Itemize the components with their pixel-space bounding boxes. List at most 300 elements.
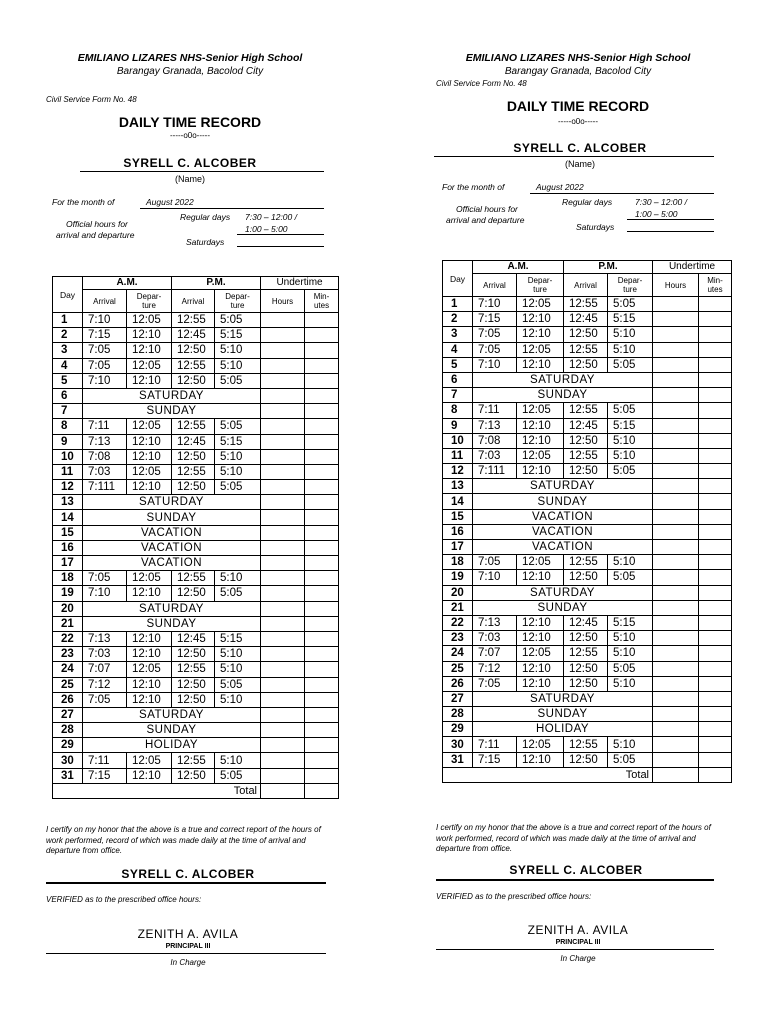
am-arrival-cell: 7:10 bbox=[83, 373, 127, 388]
undertime-hours-cell bbox=[261, 707, 305, 722]
undertime-minutes-cell bbox=[305, 419, 339, 434]
employee-name: SYRELL C. ALCOBER bbox=[513, 141, 647, 155]
day-note-cell: SUNDAY bbox=[83, 510, 261, 525]
am-departure-cell: 12:05 bbox=[127, 662, 172, 677]
day-note-cell: SATURDAY bbox=[83, 495, 261, 510]
undertime-minutes-cell bbox=[699, 327, 732, 342]
table-row bbox=[443, 631, 732, 646]
table-row bbox=[443, 312, 732, 327]
verifier-title: PRINCIPAL III bbox=[165, 943, 211, 950]
day-note-cell: SUNDAY bbox=[473, 600, 653, 615]
undertime-hours-cell bbox=[261, 586, 305, 601]
undertime-minutes-cell bbox=[305, 388, 339, 403]
pm-departure-cell: 5:10 bbox=[215, 343, 261, 358]
table-row bbox=[53, 738, 339, 753]
col-undertime: Undertime bbox=[653, 261, 732, 274]
regular-days-label: Regular days bbox=[180, 212, 231, 222]
verifier-name: ZENITH A. AVILA bbox=[527, 923, 629, 937]
pm-arrival-cell: 12:55 bbox=[172, 662, 215, 677]
am-arrival-cell: 7:03 bbox=[83, 464, 127, 479]
table-row bbox=[53, 647, 339, 662]
undertime-hours-cell bbox=[261, 313, 305, 328]
undertime-hours-cell bbox=[261, 343, 305, 358]
col-pm-departure: Depar- ture bbox=[608, 274, 653, 297]
saturdays-underline bbox=[237, 246, 324, 247]
pm-departure-cell: 5:15 bbox=[215, 328, 261, 343]
undertime-minutes-cell bbox=[305, 662, 339, 677]
undertime-hours-cell bbox=[653, 722, 699, 737]
dtr-table-body bbox=[53, 313, 339, 784]
day-note-cell: VACATION bbox=[473, 509, 653, 524]
school-name: EMILIANO LIZARES NHS-Senior High School bbox=[465, 52, 691, 64]
undertime-minutes-cell bbox=[699, 555, 732, 570]
undertime-minutes-cell bbox=[305, 616, 339, 631]
saturdays-label: Saturdays bbox=[186, 237, 225, 247]
undertime-hours-cell bbox=[653, 615, 699, 630]
pm-departure-cell: 5:10 bbox=[215, 464, 261, 479]
table-row bbox=[443, 403, 732, 418]
day-note-cell: SATURDAY bbox=[473, 691, 653, 706]
day-cell: 3 bbox=[53, 343, 83, 358]
table-row bbox=[53, 753, 339, 768]
certifier-underline bbox=[436, 879, 714, 881]
table-row bbox=[53, 571, 339, 586]
day-cell: 30 bbox=[53, 753, 83, 768]
form-title: DAILY TIME RECORD bbox=[118, 114, 262, 130]
undertime-minutes-cell bbox=[305, 601, 339, 616]
official-hours-label-1: Official hours for bbox=[456, 204, 518, 214]
day-cell: 14 bbox=[53, 510, 83, 525]
col-day: Day bbox=[443, 261, 473, 297]
table-row bbox=[443, 737, 732, 752]
pm-departure-cell: 5:05 bbox=[608, 661, 653, 676]
pm-arrival-cell: 12:50 bbox=[564, 752, 608, 767]
undertime-hours-cell bbox=[653, 464, 699, 479]
day-note-cell: SATURDAY bbox=[473, 479, 653, 494]
am-arrival-cell: 7:12 bbox=[473, 661, 517, 676]
table-row bbox=[443, 600, 732, 615]
name-caption: (Name) bbox=[174, 174, 205, 184]
am-departure-cell: 12:10 bbox=[517, 312, 564, 327]
col-pm: P.M. bbox=[564, 261, 653, 274]
pm-arrival-cell: 12:55 bbox=[564, 403, 608, 418]
am-departure-cell: 12:10 bbox=[127, 373, 172, 388]
pm-departure-cell: 5:15 bbox=[608, 312, 653, 327]
pm-departure-cell: 5:10 bbox=[608, 676, 653, 691]
official-hours-label-2: arrival and departure bbox=[56, 230, 135, 240]
regular-days-underline bbox=[627, 219, 714, 220]
undertime-minutes-cell bbox=[305, 540, 339, 555]
undertime-hours-cell bbox=[653, 600, 699, 615]
table-row bbox=[443, 433, 732, 448]
undertime-hours-cell bbox=[653, 691, 699, 706]
undertime-minutes-cell bbox=[699, 646, 732, 661]
undertime-minutes-cell bbox=[305, 571, 339, 586]
pm-arrival-cell: 12:50 bbox=[172, 768, 215, 783]
am-departure-cell: 12:10 bbox=[127, 677, 172, 692]
total-hours bbox=[653, 767, 699, 782]
am-departure-cell: 12:10 bbox=[517, 676, 564, 691]
am-departure-cell: 12:05 bbox=[127, 464, 172, 479]
day-cell: 29 bbox=[53, 738, 83, 753]
month-value: August 2022 bbox=[536, 182, 584, 192]
table-row bbox=[53, 358, 339, 373]
undertime-minutes-cell bbox=[699, 540, 732, 555]
undertime-minutes-cell bbox=[699, 433, 732, 448]
pm-arrival-cell: 12:55 bbox=[172, 571, 215, 586]
am-arrival-cell: 7:15 bbox=[83, 768, 127, 783]
am-arrival-cell: 7:05 bbox=[83, 692, 127, 707]
verified-text: VERIFIED as to the prescribed office hours: bbox=[436, 892, 592, 901]
regular-days-underline bbox=[237, 234, 324, 235]
pm-arrival-cell: 12:55 bbox=[172, 419, 215, 434]
table-row bbox=[53, 707, 339, 722]
day-cell: 14 bbox=[443, 494, 473, 509]
undertime-hours-cell bbox=[653, 509, 699, 524]
am-departure-cell: 12:05 bbox=[127, 419, 172, 434]
col-hours: Hours bbox=[261, 290, 305, 313]
am-departure-cell: 12:05 bbox=[517, 403, 564, 418]
verifier-underline bbox=[436, 949, 714, 950]
am-departure-cell: 12:05 bbox=[127, 358, 172, 373]
day-cell: 24 bbox=[53, 662, 83, 677]
undertime-hours-cell bbox=[261, 388, 305, 403]
undertime-minutes-cell bbox=[699, 570, 732, 585]
undertime-hours-cell bbox=[261, 510, 305, 525]
undertime-minutes-cell bbox=[305, 464, 339, 479]
am-departure-cell: 12:10 bbox=[127, 647, 172, 662]
pm-arrival-cell: 12:50 bbox=[564, 357, 608, 372]
undertime-hours-cell bbox=[261, 738, 305, 753]
pm-arrival-cell: 12:45 bbox=[564, 418, 608, 433]
pm-arrival-cell: 12:50 bbox=[172, 677, 215, 692]
day-cell: 7 bbox=[53, 404, 83, 419]
pm-departure-cell: 5:05 bbox=[215, 768, 261, 783]
am-departure-cell: 12:10 bbox=[517, 464, 564, 479]
am-departure-cell: 12:10 bbox=[517, 357, 564, 372]
certification-text: I certify on my honor that the above is a true and correct report of the hours of work performed, record of which was made daily at the time of arrival and departure from office. bbox=[436, 823, 711, 853]
am-departure-cell: 12:05 bbox=[517, 342, 564, 357]
undertime-hours-cell bbox=[261, 328, 305, 343]
am-arrival-cell: 7:15 bbox=[83, 328, 127, 343]
undertime-hours-cell bbox=[261, 768, 305, 783]
undertime-minutes-cell bbox=[305, 373, 339, 388]
day-cell: 6 bbox=[53, 388, 83, 403]
col-am: A.M. bbox=[473, 261, 564, 274]
undertime-minutes-cell bbox=[305, 692, 339, 707]
pm-arrival-cell: 12:50 bbox=[564, 570, 608, 585]
am-departure-cell: 12:10 bbox=[127, 768, 172, 783]
undertime-minutes-cell bbox=[305, 343, 339, 358]
saturdays-label: Saturdays bbox=[576, 222, 615, 232]
day-cell: 13 bbox=[53, 495, 83, 510]
col-minutes: Min- utes bbox=[305, 290, 339, 313]
saturdays-underline bbox=[627, 231, 714, 232]
table-row bbox=[443, 297, 732, 312]
table-row bbox=[53, 449, 339, 464]
total-minutes bbox=[699, 767, 732, 782]
am-arrival-cell: 7:10 bbox=[83, 313, 127, 328]
total-minutes bbox=[305, 783, 339, 798]
pm-arrival-cell: 12:50 bbox=[172, 692, 215, 707]
title-separator: -----o0o----- bbox=[170, 131, 210, 140]
am-arrival-cell: 7:10 bbox=[83, 586, 127, 601]
undertime-minutes-cell bbox=[305, 738, 339, 753]
undertime-hours-cell bbox=[653, 312, 699, 327]
table-row bbox=[443, 524, 732, 539]
day-note-cell: VACATION bbox=[473, 524, 653, 539]
certifier-name: SYRELL C. ALCOBER bbox=[509, 863, 643, 877]
dtr-table-body bbox=[443, 297, 732, 768]
table-row bbox=[443, 570, 732, 585]
day-cell: 31 bbox=[443, 752, 473, 767]
undertime-hours-cell bbox=[261, 404, 305, 419]
am-departure-cell: 12:10 bbox=[517, 631, 564, 646]
am-departure-cell: 12:10 bbox=[127, 434, 172, 449]
regular-days-value-1: 7:30 – 12:00 / bbox=[245, 212, 297, 222]
day-cell: 29 bbox=[443, 722, 473, 737]
day-note-cell: SUNDAY bbox=[83, 616, 261, 631]
day-cell: 31 bbox=[53, 768, 83, 783]
day-cell: 25 bbox=[443, 661, 473, 676]
col-pm-departure: Depar- ture bbox=[215, 290, 261, 313]
undertime-minutes-cell bbox=[699, 691, 732, 706]
am-arrival-cell: 7:15 bbox=[473, 312, 517, 327]
dtr-table bbox=[442, 260, 732, 783]
am-arrival-cell: 7:05 bbox=[473, 555, 517, 570]
pm-departure-cell: 5:05 bbox=[215, 373, 261, 388]
am-arrival-cell: 7:13 bbox=[83, 631, 127, 646]
undertime-minutes-cell bbox=[699, 676, 732, 691]
day-cell: 25 bbox=[53, 677, 83, 692]
pm-departure-cell: 5:10 bbox=[608, 737, 653, 752]
undertime-minutes-cell bbox=[699, 464, 732, 479]
undertime-minutes-cell bbox=[699, 312, 732, 327]
table-row bbox=[53, 601, 339, 616]
undertime-hours-cell bbox=[261, 692, 305, 707]
day-cell: 16 bbox=[53, 540, 83, 555]
day-cell: 2 bbox=[53, 328, 83, 343]
pm-arrival-cell: 12:45 bbox=[172, 328, 215, 343]
am-arrival-cell: 7:11 bbox=[473, 737, 517, 752]
undertime-hours-cell bbox=[261, 449, 305, 464]
pm-departure-cell: 5:05 bbox=[608, 357, 653, 372]
am-departure-cell: 12:10 bbox=[517, 615, 564, 630]
table-row bbox=[53, 419, 339, 434]
regular-days-label: Regular days bbox=[562, 197, 613, 207]
pm-departure-cell: 5:10 bbox=[215, 647, 261, 662]
am-departure-cell: 12:10 bbox=[127, 586, 172, 601]
undertime-minutes-cell bbox=[305, 525, 339, 540]
form-number: Civil Service Form No. 48 bbox=[436, 79, 527, 88]
total-hours bbox=[261, 783, 305, 798]
pm-departure-cell: 5:15 bbox=[215, 434, 261, 449]
table-row bbox=[443, 464, 732, 479]
undertime-minutes-cell bbox=[699, 448, 732, 463]
pm-arrival-cell: 12:50 bbox=[564, 661, 608, 676]
undertime-hours-cell bbox=[261, 601, 305, 616]
employee-name: SYRELL C. ALCOBER bbox=[123, 156, 257, 170]
am-departure-cell: 12:05 bbox=[517, 555, 564, 570]
day-note-cell: SUNDAY bbox=[83, 723, 261, 738]
col-am: A.M. bbox=[83, 277, 172, 290]
day-cell: 28 bbox=[53, 723, 83, 738]
table-row bbox=[53, 616, 339, 631]
day-cell: 1 bbox=[443, 297, 473, 312]
am-arrival-cell: 7:03 bbox=[473, 448, 517, 463]
pm-arrival-cell: 12:55 bbox=[564, 297, 608, 312]
pm-departure-cell: 5:05 bbox=[215, 480, 261, 495]
pm-departure-cell: 5:05 bbox=[215, 677, 261, 692]
undertime-minutes-cell bbox=[305, 707, 339, 722]
am-departure-cell: 12:10 bbox=[127, 343, 172, 358]
am-departure-cell: 12:10 bbox=[127, 449, 172, 464]
day-cell: 5 bbox=[53, 373, 83, 388]
am-arrival-cell: 7:03 bbox=[473, 631, 517, 646]
official-hours-label-1: Official hours for bbox=[66, 219, 128, 229]
pm-arrival-cell: 12:55 bbox=[564, 646, 608, 661]
regular-days-value-1: 7:30 – 12:00 / bbox=[635, 197, 687, 207]
day-cell: 16 bbox=[443, 524, 473, 539]
table-row bbox=[443, 494, 732, 509]
pm-arrival-cell: 12:55 bbox=[564, 737, 608, 752]
am-arrival-cell: 7:111 bbox=[83, 480, 127, 495]
pm-arrival-cell: 12:50 bbox=[564, 433, 608, 448]
day-cell: 19 bbox=[443, 570, 473, 585]
certifier-name: SYRELL C. ALCOBER bbox=[121, 867, 255, 881]
undertime-minutes-cell bbox=[305, 510, 339, 525]
undertime-hours-cell bbox=[261, 480, 305, 495]
col-hours: Hours bbox=[653, 274, 699, 297]
day-cell: 12 bbox=[53, 480, 83, 495]
col-am-departure: Depar- ture bbox=[517, 274, 564, 297]
day-cell: 17 bbox=[443, 540, 473, 555]
col-pm-arrival: Arrival bbox=[564, 274, 608, 297]
month-underline bbox=[140, 208, 324, 209]
undertime-minutes-cell bbox=[305, 328, 339, 343]
col-minutes: Min- utes bbox=[699, 274, 732, 297]
day-cell: 20 bbox=[53, 601, 83, 616]
undertime-hours-cell bbox=[261, 434, 305, 449]
day-cell: 11 bbox=[53, 464, 83, 479]
day-note-cell: SATURDAY bbox=[83, 601, 261, 616]
official-hours-label-2: arrival and departure bbox=[446, 215, 525, 225]
undertime-minutes-cell bbox=[305, 358, 339, 373]
dtr-table bbox=[52, 276, 339, 799]
undertime-hours-cell bbox=[653, 646, 699, 661]
day-cell: 6 bbox=[443, 372, 473, 387]
pm-arrival-cell: 12:50 bbox=[172, 343, 215, 358]
day-note-cell: SATURDAY bbox=[83, 388, 261, 403]
day-cell: 4 bbox=[53, 358, 83, 373]
undertime-hours-cell bbox=[653, 494, 699, 509]
pm-departure-cell: 5:10 bbox=[215, 449, 261, 464]
pm-arrival-cell: 12:50 bbox=[172, 449, 215, 464]
undertime-hours-cell bbox=[261, 647, 305, 662]
am-arrival-cell: 7:03 bbox=[83, 647, 127, 662]
pm-arrival-cell: 12:50 bbox=[172, 373, 215, 388]
undertime-hours-cell bbox=[261, 616, 305, 631]
day-cell: 15 bbox=[443, 509, 473, 524]
undertime-minutes-cell bbox=[305, 753, 339, 768]
undertime-hours-cell bbox=[653, 676, 699, 691]
day-note-cell: HOLIDAY bbox=[83, 738, 261, 753]
undertime-minutes-cell bbox=[699, 585, 732, 600]
pm-departure-cell: 5:05 bbox=[608, 752, 653, 767]
undertime-hours-cell bbox=[653, 661, 699, 676]
pm-arrival-cell: 12:45 bbox=[172, 434, 215, 449]
am-arrival-cell: 7:08 bbox=[473, 433, 517, 448]
undertime-hours-cell bbox=[653, 585, 699, 600]
undertime-hours-cell bbox=[261, 571, 305, 586]
undertime-hours-cell bbox=[653, 524, 699, 539]
table-row bbox=[53, 556, 339, 571]
pm-departure-cell: 5:10 bbox=[215, 753, 261, 768]
pm-departure-cell: 5:10 bbox=[608, 631, 653, 646]
day-cell: 22 bbox=[53, 631, 83, 646]
day-cell: 30 bbox=[443, 737, 473, 752]
day-note-cell: SUNDAY bbox=[473, 707, 653, 722]
day-note-cell: HOLIDAY bbox=[473, 722, 653, 737]
undertime-minutes-cell bbox=[305, 723, 339, 738]
pm-arrival-cell: 12:50 bbox=[564, 327, 608, 342]
table-row bbox=[443, 676, 732, 691]
table-row bbox=[443, 615, 732, 630]
day-cell: 24 bbox=[443, 646, 473, 661]
am-arrival-cell: 7:10 bbox=[473, 297, 517, 312]
table-row bbox=[443, 448, 732, 463]
day-cell: 11 bbox=[443, 448, 473, 463]
table-row bbox=[443, 327, 732, 342]
verifier-title: PRINCIPAL III bbox=[555, 939, 601, 946]
undertime-hours-cell bbox=[261, 723, 305, 738]
pm-departure-cell: 5:10 bbox=[608, 342, 653, 357]
undertime-minutes-cell bbox=[305, 556, 339, 571]
undertime-minutes-cell bbox=[305, 647, 339, 662]
day-note-cell: SUNDAY bbox=[473, 494, 653, 509]
table-row bbox=[53, 434, 339, 449]
school-address: Barangay Granada, Bacolod City bbox=[116, 66, 264, 77]
day-cell: 17 bbox=[53, 556, 83, 571]
undertime-hours-cell bbox=[261, 373, 305, 388]
table-row bbox=[443, 509, 732, 524]
school-address: Barangay Granada, Bacolod City bbox=[504, 66, 652, 77]
am-departure-cell: 12:05 bbox=[517, 646, 564, 661]
col-am-departure: Depar- ture bbox=[127, 290, 172, 313]
regular-days-value-2: 1:00 – 5:00 bbox=[635, 209, 678, 219]
undertime-minutes-cell bbox=[305, 631, 339, 646]
pm-departure-cell: 5:05 bbox=[215, 419, 261, 434]
table-row bbox=[53, 404, 339, 419]
undertime-minutes-cell bbox=[305, 495, 339, 510]
day-note-cell: VACATION bbox=[83, 556, 261, 571]
col-pm-arrival: Arrival bbox=[172, 290, 215, 313]
am-departure-cell: 12:05 bbox=[517, 297, 564, 312]
am-arrival-cell: 7:05 bbox=[473, 342, 517, 357]
table-row bbox=[53, 313, 339, 328]
am-departure-cell: 12:05 bbox=[517, 737, 564, 752]
day-note-cell: SUNDAY bbox=[473, 388, 653, 403]
pm-arrival-cell: 12:55 bbox=[564, 342, 608, 357]
table-row bbox=[53, 677, 339, 692]
undertime-minutes-cell bbox=[699, 342, 732, 357]
undertime-hours-cell bbox=[261, 556, 305, 571]
table-row bbox=[53, 328, 339, 343]
undertime-hours-cell bbox=[653, 433, 699, 448]
pm-arrival-cell: 12:50 bbox=[172, 586, 215, 601]
day-cell: 9 bbox=[53, 434, 83, 449]
day-cell: 22 bbox=[443, 615, 473, 630]
